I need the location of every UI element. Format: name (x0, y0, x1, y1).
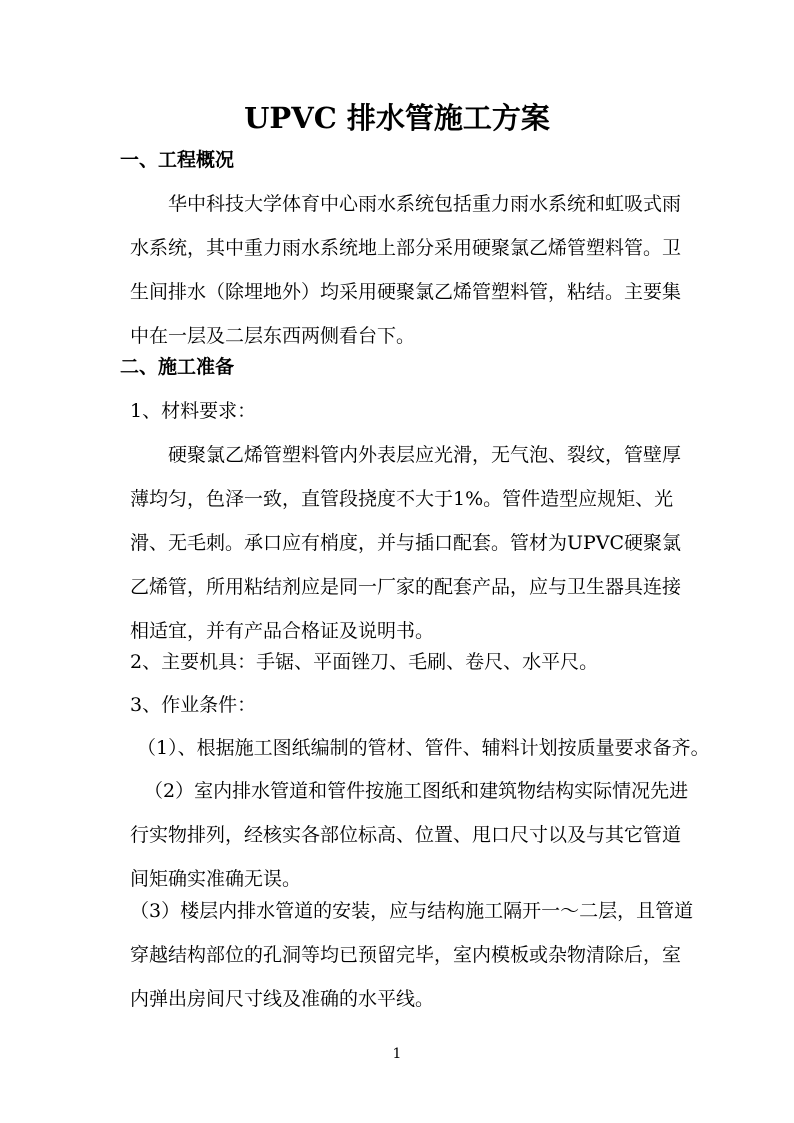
paragraph-line: 内弹出房间尺寸线及准确的水平线。 (130, 988, 435, 1010)
paragraph-line: 生间排水（除埋地外）均采用硬聚氯乙烯管塑料管，粘结。主要集 (130, 281, 682, 303)
paragraph-line: 滑、无毛刺。承口应有梢度，并与插口配套。管材为UPVC硬聚氯 (130, 532, 682, 554)
item-title-materials: 1、材料要求： (130, 400, 257, 422)
item-title-conditions: 3、作业条件： (130, 694, 257, 716)
condition-1: （1）、根据施工图纸编制的管材、管件、辅料计划按质量要求备齐。 (137, 737, 710, 759)
paragraph-line: 乙烯管，所用粘结剂应是同一厂家的配套产品，应与卫生器具连接 (130, 576, 682, 598)
paragraph-line: （3）楼层内排水管道的安装，应与结构施工隔开一～二层，且管道 (130, 900, 694, 922)
paragraph-line: 中在一层及二层东西两侧看台下。 (130, 325, 416, 347)
page-number: 1 (392, 1046, 402, 1062)
section-heading-preparation: 二、施工准备 (120, 356, 235, 378)
paragraph-line: 华中科技大学体育中心雨水系统包括重力雨水系统和虹吸式雨 (168, 193, 682, 215)
paragraph-line: 相适宜，并有产品合格证及说明书。 (130, 620, 435, 642)
section-heading-overview: 一、工程概况 (120, 149, 235, 171)
paragraph-line: 硬聚氯乙烯管塑料管内外表层应光滑，无气泡、裂纹，管壁厚 (168, 444, 682, 466)
item-tools: 2、主要机具：手锯、平面锉刀、毛刷、卷尺、水平尺。 (130, 651, 599, 673)
paragraph-line: 水系统，其中重力雨水系统地上部分采用硬聚氯乙烯管塑料管。卫 (130, 237, 682, 259)
paragraph-line: 穿越结构部位的孔洞等均已预留完毕，室内模板或杂物清除后，室 (130, 944, 682, 966)
paragraph-line: 间矩确实准确无误。 (130, 868, 302, 890)
document-title: UPVC 排水管施工方案 (244, 101, 550, 135)
paragraph-line: 行实物排列，经核实各部位标高、位置、甩口尺寸以及与其它管道 (130, 824, 682, 846)
paragraph-line: （2）室内排水管道和管件按施工图纸和建筑物结构实际情况先进 (144, 780, 689, 802)
paragraph-line: 薄均匀，色泽一致，直管段挠度不大于1%。管件造型应规矩、光 (130, 488, 674, 510)
